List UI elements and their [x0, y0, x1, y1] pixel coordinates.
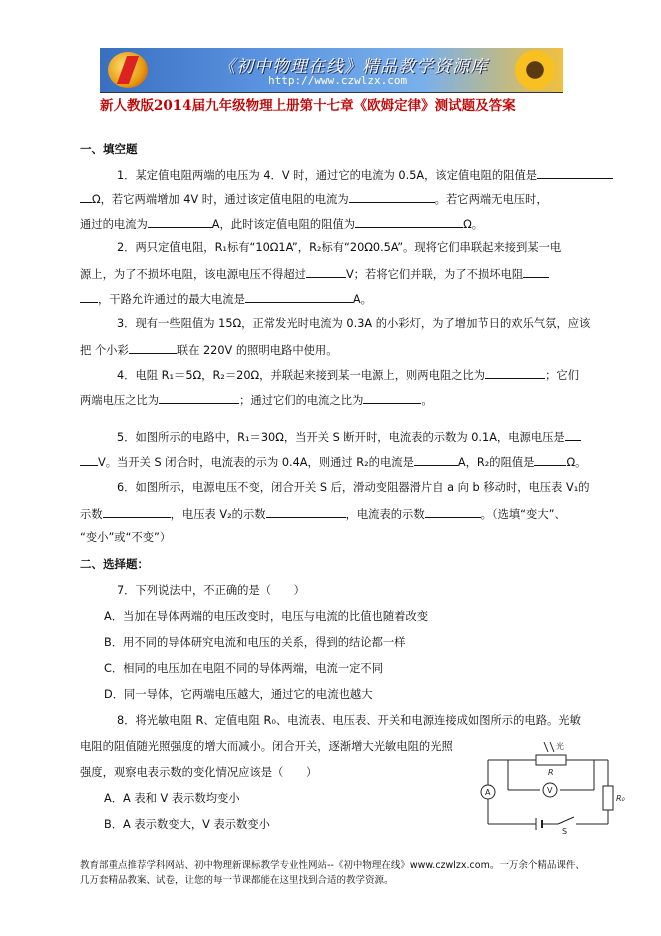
q3-text1: 把 个小彩 — [80, 344, 129, 357]
switch-symbol — [558, 817, 574, 824]
q1-text4: 通过的电流为 — [80, 218, 148, 231]
q7-stem: 7．下列说法中，不正确的是（ ） — [117, 584, 305, 597]
q6-line3: “变小”或“不变”） — [80, 531, 172, 544]
q3-line1: 3．现有一些阻值为 15Ω，正常发光时电流为 0.3A 的小彩灯，为了增加节日的欢乐气氛，应该 — [117, 317, 591, 330]
blank — [306, 265, 346, 278]
q7-option-a: A．当加在导体两端的电压改变时，电压与电流的比值也随着改变 — [104, 610, 429, 623]
blank — [80, 290, 98, 303]
resistor-r-label: R — [548, 768, 554, 777]
q4-line2 — [80, 391, 433, 409]
blank — [80, 190, 92, 203]
q5-text3: A，R₂的阻值是 — [457, 456, 535, 469]
q6-text1: 示数 — [80, 508, 103, 521]
q2-line1: 2．两只定值电阻，R₁标有“10Ω1A”，R₂标有“20Ω0.5A”。现将它们串联起来接到某一电 — [117, 241, 562, 254]
q7-option-c: C．相同的电压加在电阻不同的导体两端，电流一定不同 — [104, 662, 384, 675]
q4-text3: 两端电压之比为 — [80, 394, 160, 407]
q5-line1 — [117, 428, 581, 446]
switch-label: S — [562, 827, 568, 835]
blank — [565, 428, 581, 441]
sunflower-icon — [515, 50, 555, 90]
circuit-diagram — [478, 740, 628, 835]
footer-line1: 教育部重点推荐学科网站、初中物理新课标教学专业性网站--《初中物理在线》www.czwlzx.com。一万余个精品课件、 — [80, 860, 585, 871]
q4-text5: 。 — [421, 394, 433, 407]
blank — [129, 341, 177, 354]
q7-option-d: D．同一导体，它两端电压越大，通过它的电流也越大 — [104, 688, 373, 701]
fixed-resistor-symbol — [603, 786, 613, 810]
q1-line3 — [80, 215, 483, 233]
blank — [80, 453, 98, 466]
q2-text3: ，干路允许通过的最大电流是 — [98, 293, 245, 306]
q4-line1 — [117, 366, 579, 384]
footer-line2: 几万套精品教案、试卷，让您的每一节课都能在这里找到合适的教学资源。 — [80, 875, 394, 886]
q2-text2: V；若将它们并联，为了不损坏电阻 — [345, 268, 524, 281]
q5-text1: 5．如图所示的电路中，R₁＝30Ω，当开关 S 断开时，电流表的示数为 0.1A，电源电压是 — [117, 431, 565, 444]
blank — [363, 391, 421, 404]
light-label: 光 — [556, 742, 564, 751]
blank — [534, 453, 566, 466]
q4-text2: ；它们 — [545, 369, 579, 382]
q6-text3: ，电流表的示数 — [345, 508, 425, 521]
q8-line3: 强度，观察电表示数的变化情况应该是（ ） — [80, 766, 318, 779]
q5-text4: Ω。 — [566, 456, 587, 469]
q4-text4: ；通过它们的电流之比为 — [239, 394, 364, 407]
blank — [537, 166, 613, 179]
q1-text5: A，此时该定值电阻的阻值为 — [211, 218, 356, 231]
blank — [245, 290, 353, 303]
blank — [159, 391, 239, 404]
q8-option-a: A．A 表和 V 表示数均变小 — [104, 792, 240, 805]
q5-text2: V。当开关 S 闭合时，电流表的示为 0.4A，则通过 R₂的电流是 — [98, 456, 414, 469]
q3-line2 — [80, 341, 338, 359]
q2-text4: A。 — [352, 293, 372, 306]
q5-line2 — [80, 453, 586, 471]
q8-line2: 电阻的阻值随光照强度的增大而减小。闭合开关，逐渐增大光敏电阻的光照 — [80, 740, 453, 753]
section-heading-fill: 一、填空题 — [80, 142, 138, 156]
q1-text6: Ω。 — [463, 218, 484, 231]
section-heading-choice: 二、选择题： — [80, 557, 149, 571]
light-arrow-icon — [550, 742, 554, 752]
q1-text2: Ω，若它两端增加 4V 时，通过该定值电阻的电流为 — [92, 193, 349, 206]
banner-title: 《初中物理在线》精品教学资源库 — [218, 57, 488, 77]
site-banner — [100, 48, 563, 92]
q2-line3 — [80, 290, 372, 308]
q6-line1: 6．如图所示，电源电压不变，闭合开关 S 后，滑动变阻器滑片自 a 向 b 移动时，电压表 V₁的 — [117, 481, 590, 494]
q6-text4: 。（选填“变大”、 — [480, 508, 566, 521]
q1-line1 — [117, 166, 613, 184]
blank — [485, 366, 545, 379]
blank — [523, 265, 549, 278]
blank — [266, 505, 346, 518]
q1-text3: 。若它两端无电压时， — [434, 193, 548, 206]
photoresistor-symbol — [536, 755, 566, 765]
q2-text1: 源上，为了不损坏电阻，该电源电压不得超过 — [80, 268, 306, 281]
q2-line2 — [80, 265, 549, 283]
q8-option-b: B．A 表示数变大，V 表示数变小 — [104, 818, 270, 831]
q1-line2 — [80, 190, 548, 208]
q6-text2: ，电压表 V₂的示数 — [170, 508, 266, 521]
blank — [148, 215, 212, 228]
q4-text1: 4．电阻 R₁＝5Ω，R₂＝20Ω，并联起来接到某一电源上，则两电阻之比为 — [117, 369, 486, 382]
blank — [414, 453, 458, 466]
blank — [355, 215, 463, 228]
q8-line1: 8．将光敏电阻 R、定值电阻 R₀、电流表、电压表、开关和电源连接成如图所示的电路。光敏 — [117, 714, 581, 727]
resistor-r0-label: R₀ — [616, 794, 625, 803]
q3-text2: 联在 220V 的照明电路中使用。 — [176, 344, 338, 357]
document-title: 新人教版2014届九年级物理上册第十七章《欧姆定律》测试题及答案 — [100, 98, 516, 114]
light-arrow-icon — [544, 742, 548, 752]
blank — [425, 505, 481, 518]
page-footer — [80, 858, 600, 888]
blank — [103, 505, 171, 518]
q1-text1: 1．某定值电阻两端的电压为 4．V 时，通过它的电流为 0.5A，该定值电阻的阻值是 — [117, 169, 538, 182]
ammeter-label: A — [485, 788, 491, 797]
q6-line2 — [80, 505, 566, 523]
q7-option-b: B．用不同的导体研究电流和电压的关系，得到的结论都一样 — [104, 636, 406, 649]
voltmeter-label: V — [547, 786, 553, 795]
blank — [349, 190, 435, 203]
banner-url: http://www.czwlzx.com — [268, 74, 408, 87]
header-rule — [100, 92, 563, 93]
